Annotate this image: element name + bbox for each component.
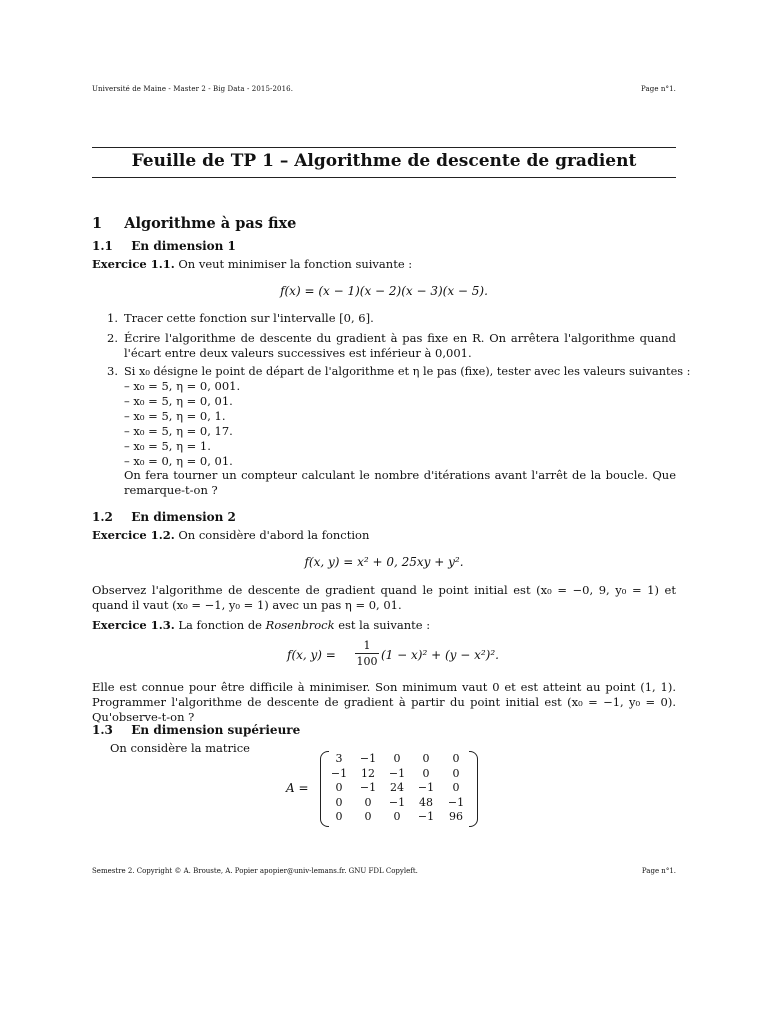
subsection-1-3-heading bbox=[92, 723, 300, 737]
subsection-1-2-number: 1.2 bbox=[92, 510, 113, 524]
title-bottom-rule bbox=[92, 177, 676, 178]
matrix-cell: −1 bbox=[330, 767, 348, 780]
exercise-1-2-text: On considère d'abord la fonction bbox=[178, 528, 370, 542]
matrix-cell: −1 bbox=[417, 781, 435, 794]
test-case-5: – x₀ = 5, η = 1. bbox=[124, 439, 211, 453]
fraction-bar bbox=[355, 653, 379, 654]
exercise-1-3-label: Exercice 1.3. bbox=[92, 618, 175, 632]
matrix-intro: On considère la matrice bbox=[110, 741, 250, 755]
matrix-cell: 0 bbox=[335, 781, 343, 794]
list-item-2-number: 2. bbox=[107, 331, 118, 345]
matrix-cell: 12 bbox=[361, 767, 375, 780]
header-left-text: Université de Maine - Master 2 - Big Data - 2015-2016. bbox=[92, 85, 294, 93]
list-item-1-text: Tracer cette fonction sur l'intervalle [0, 6]. bbox=[124, 311, 374, 325]
matrix-cell: 24 bbox=[390, 781, 404, 794]
exercise-1-2-follow: Observez l'algorithme de descente de gradient quand le point initial est (x₀ = −0, 9, y₀ = 1) et quand il vaut (x₀ = −1, y₀ = 1) avec un pas η = 0, 01. bbox=[92, 583, 676, 612]
rosenbrock-name: Rosenbrock bbox=[265, 618, 335, 632]
subsection-1-3-title: En dimension supérieure bbox=[131, 723, 301, 737]
matrix-cell: 0 bbox=[364, 810, 372, 823]
matrix-a bbox=[320, 751, 478, 825]
matrix-cell: 0 bbox=[335, 796, 343, 809]
section-1-title: Algorithme à pas fixe bbox=[124, 215, 297, 232]
exercise-1-3-follow: Elle est connue pour être difficile à minimiser. Son minimum vaut 0 et est atteint au point (1, 1). Programmer l'algorithme de descente de gradient à partir du point initial est (x₀ = −1, y₀ = 0). Qu'observe-t-on ? bbox=[92, 680, 676, 724]
matrix-cell: 96 bbox=[449, 810, 463, 823]
exercise-1-3-statement bbox=[92, 618, 430, 633]
matrix-cell: 0 bbox=[452, 752, 460, 765]
matrix-cell: 0 bbox=[335, 810, 343, 823]
matrix-cell: −1 bbox=[417, 810, 435, 823]
matrix-label: A = bbox=[286, 781, 309, 795]
subsection-1-2-heading bbox=[92, 510, 236, 524]
matrix-cell: −1 bbox=[359, 752, 377, 765]
test-case-1: – x₀ = 5, η = 0, 001. bbox=[124, 379, 241, 393]
list-item-2-text: Écrire l'algorithme de descente du gradient à pas fixe en R. On arrêtera l'algorithme quand l'écart entre deux valeurs successives est inférieur à 0,001. bbox=[124, 331, 676, 360]
matrix-cell: −1 bbox=[447, 796, 465, 809]
matrix-cell: 48 bbox=[419, 796, 433, 809]
header-page-number: Page n°1. bbox=[640, 85, 676, 93]
matrix-cell: 0 bbox=[422, 767, 430, 780]
matrix-cell: −1 bbox=[388, 796, 406, 809]
exercise-1-2-equation: f(x, y) = x² + 0, 25xy + y². bbox=[304, 555, 464, 569]
exercise-1-3-text-a: La fonction de bbox=[178, 618, 266, 632]
footer-page-number: Page n°1. bbox=[641, 867, 676, 875]
fraction-numerator: 1 bbox=[363, 639, 371, 652]
matrix-cell: −1 bbox=[388, 767, 406, 780]
subsection-1-1-heading bbox=[92, 239, 236, 253]
exercise-1-2-statement bbox=[92, 528, 369, 543]
list-item-3-text: Si x₀ désigne le point de départ de l'algorithme et η le pas (fixe), tester avec les valeurs suivantes : bbox=[124, 365, 691, 378]
matrix-cell: 0 bbox=[364, 796, 372, 809]
matrix-cell: 0 bbox=[452, 781, 460, 794]
title-top-rule bbox=[92, 147, 676, 148]
exercise-1-1-statement bbox=[92, 257, 412, 272]
matrix-cell: 0 bbox=[422, 752, 430, 765]
fraction-denominator: 100 bbox=[356, 655, 378, 668]
exercise-1-2-label: Exercice 1.2. bbox=[92, 528, 175, 542]
matrix-cell: 0 bbox=[452, 767, 460, 780]
subsection-1-1-title: En dimension 1 bbox=[131, 239, 236, 253]
matrix-cell: −1 bbox=[359, 781, 377, 794]
list-item-1-number: 1. bbox=[107, 311, 118, 325]
exercise-1-1-text: On veut minimiser la fonction suivante : bbox=[178, 257, 413, 271]
iteration-counter-note: On fera tourner un compteur calculant le nombre d'itérations avant l'arrêt de la boucle. Que remarque-t-on ? bbox=[124, 468, 676, 497]
exercise-1-1-label: Exercice 1.1. bbox=[92, 257, 175, 271]
rosenbrock-eq-right: (1 − x)² + (y − x²)². bbox=[381, 648, 499, 662]
section-1-number: 1 bbox=[92, 215, 103, 232]
test-case-2: – x₀ = 5, η = 0, 01. bbox=[124, 394, 233, 408]
subsection-1-1-number: 1.1 bbox=[92, 239, 113, 253]
test-case-4: – x₀ = 5, η = 0, 17. bbox=[124, 424, 233, 438]
footer-copyright: Semestre 2. Copyright © A. Brouste, A. Popier apopier@univ-lemans.fr. GNU FDL Copyleft. bbox=[92, 867, 418, 875]
matrix-cell: 3 bbox=[335, 752, 343, 765]
matrix-cell: 0 bbox=[393, 752, 401, 765]
subsection-1-2-title: En dimension 2 bbox=[131, 510, 236, 524]
exercise-1-3-text-b: est la suivante : bbox=[334, 618, 431, 632]
rosenbrock-eq-left: f(x, y) = bbox=[287, 648, 336, 662]
matrix-cell: 0 bbox=[393, 810, 401, 823]
rosenbrock-fraction bbox=[355, 639, 379, 668]
exercise-1-1-equation: f(x) = (x − 1)(x − 2)(x − 3)(x − 5). bbox=[280, 284, 488, 298]
list-item-3-number: 3. bbox=[107, 364, 118, 378]
section-1-heading bbox=[92, 215, 296, 232]
subsection-1-3-number: 1.3 bbox=[92, 723, 113, 737]
test-case-6: – x₀ = 0, η = 0, 01. bbox=[124, 454, 233, 468]
test-case-3: – x₀ = 5, η = 0, 1. bbox=[124, 409, 226, 423]
page-title: Feuille de TP 1 – Algorithme de descente de gradient bbox=[131, 151, 637, 171]
